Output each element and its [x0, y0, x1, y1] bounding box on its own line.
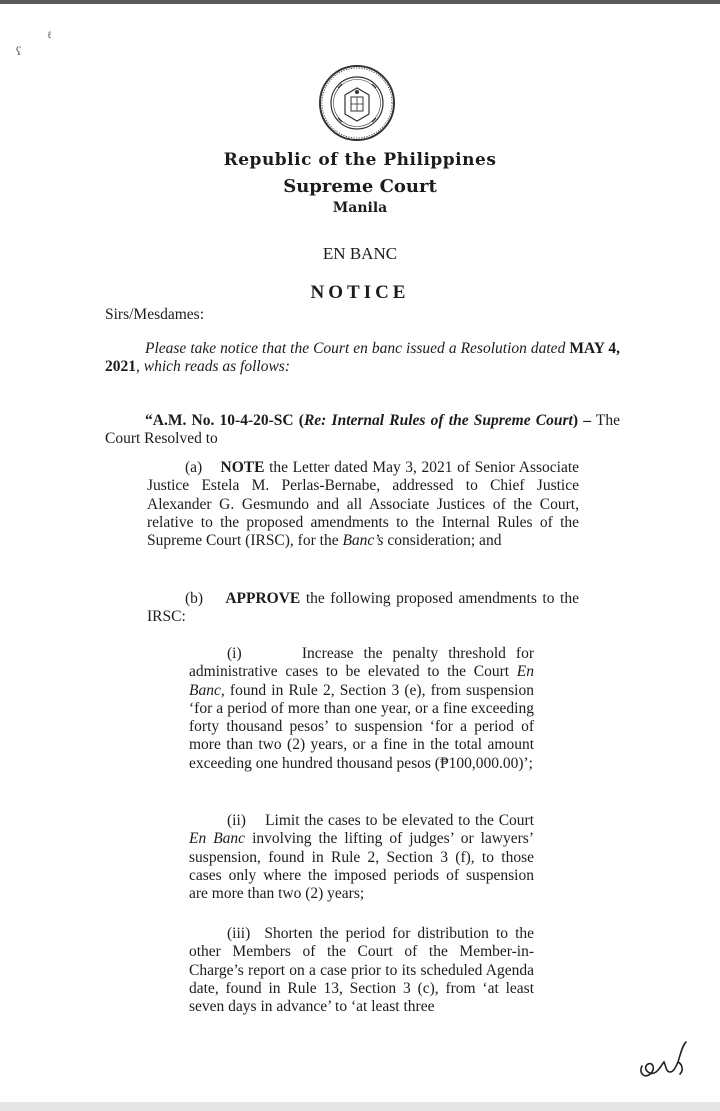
case-number: “A.M. No. 10-4-20-SC: [145, 412, 294, 429]
court-heading: Supreme Court: [283, 176, 437, 197]
intro-lead: Please take notice that the Court en banc issued a Resolution dated: [145, 340, 566, 357]
item-i-label: (i): [227, 645, 242, 662]
item-ii: [189, 812, 534, 903]
case-tail: The Court Resolved to: [105, 412, 620, 448]
top-edge: [0, 0, 720, 4]
item-a: [147, 459, 579, 550]
item-iii-label: (iii): [227, 925, 251, 942]
item-ii-label: (ii): [227, 812, 246, 829]
item-ii-italic: En Banc: [189, 830, 246, 848]
court-seal-icon: [318, 64, 396, 142]
item-i-tail: found in Rule 2, Section 3 (e), from suspension ‘for a period of more than one year, or a fine exceeding forty thousand pesos’ to suspension ‘for a period of more than two (2) years, or a fine in the total amount exceeding one hundred thousand pesos (₱100,000.00)’;: [189, 681, 534, 772]
country-heading: Republic of the Philippines: [223, 150, 497, 170]
handwritten-initials: [636, 1036, 692, 1082]
intro-tail: , which reads as follows:: [136, 358, 291, 376]
salutation: Sirs/Mesdames:: [105, 306, 205, 323]
notice-title: NOTICE: [310, 282, 410, 303]
item-i-italic: En Banc,: [189, 663, 535, 699]
item-iii-text: Shorten the period for distribution to the other Members of the Court of the Member-in-Charge’s report on a case prior to its scheduled Agenda date, found in Rule 13, Section 3 (c), from ‘at least seven days in advance’ to ‘at least three: [189, 925, 535, 1016]
item-b: [147, 590, 579, 627]
resolution-date: MAY 4, 2021: [105, 340, 620, 376]
bottom-edge: [0, 1102, 720, 1111]
item-b-verb: APPROVE: [225, 590, 301, 607]
stray-mark: ʕ: [16, 44, 22, 58]
item-a-text: the Letter dated May 3, 2021 of Senior Associate Justice Estela M. Perlas-Bernabe, addressed to Chief Justice Alexander G. Gesmundo and all Associate Justices of the Court, relative to the proposed amendments to the Internal Rules of the Supreme Court (IRSC), for the: [147, 459, 580, 550]
division-heading: EN BANC: [322, 244, 398, 263]
item-i-text: Increase the penalty threshold for administrative cases to be elevated to the Court: [189, 645, 534, 681]
item-ii-text: Limit the cases to be elevated to the Court: [265, 812, 535, 829]
item-b-text: the following proposed amendments to the IRSC:: [147, 590, 579, 626]
item-ii-tail: involving the lifting of judges’ or lawyers’ suspension, found in Rule 2, Section 3 (f), to those cases only where the imposed periods of suspension are more than two (2) years;: [189, 830, 534, 903]
item-a-verb: NOTE: [220, 459, 265, 476]
item-a-label: (a): [185, 459, 203, 476]
case-title: Re: Internal Rules of the Supreme Court: [303, 412, 573, 429]
item-iii: [189, 925, 534, 1016]
city-heading: Manila: [332, 200, 388, 216]
intro-paragraph: [105, 340, 620, 377]
item-i: [189, 645, 534, 773]
stray-mark: ℓ: [47, 30, 52, 41]
item-b-label: (b): [185, 590, 204, 607]
case-paragraph: “A.M. No. 10-4-20-SC (Re: Internal Rules of the Supreme Court) – The Court Resolved to: [105, 412, 620, 448]
item-a-tail: consideration; and: [387, 532, 502, 550]
item-a-italic: Banc’s: [342, 532, 384, 550]
